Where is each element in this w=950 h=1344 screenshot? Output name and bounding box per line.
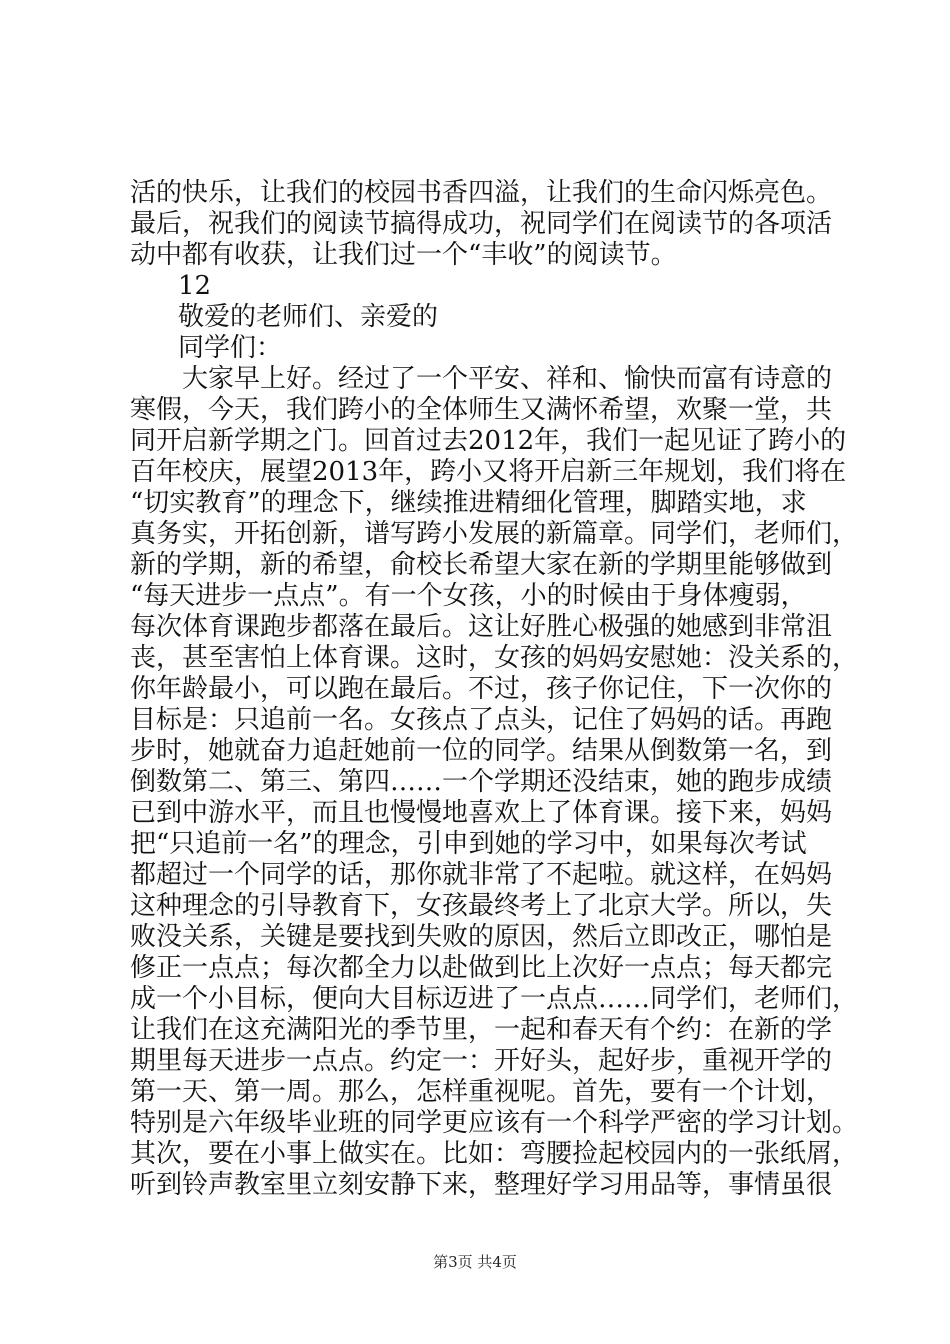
text-line: 成一个小目标，便向大目标迈进了一点点……同学们，老师们， <box>130 984 859 1014</box>
text-line: 真务实，开拓创新，谱写跨小发展的新篇章。同学们，老师们， <box>130 519 859 549</box>
text-line: 步时，她就奋力追赶她前一位的同学。结果从倒数第一名，到 <box>130 736 833 766</box>
text-line: 丧，甚至害怕上体育课。这时，女孩的妈妈安慰她：没关系的， <box>130 643 859 673</box>
text-line: “每天进步一点点”。有一个女孩，小的时候由于身体瘦弱， <box>130 581 807 611</box>
text-line: 已到中游水平，而且也慢慢地喜欢上了体育课。接下来，妈妈 <box>130 798 833 828</box>
text-line: 修正一点点；每次都全力以赴做到比上次好一点点；每天都完 <box>130 953 833 983</box>
paragraph-first-line: 大家早上好。经过了一个平安、祥和、愉快而富有诗意的 <box>182 364 833 394</box>
text-line: 倒数第二、第三、第四……一个学期还没结束，她的跑步成绩 <box>130 767 833 797</box>
text-line: 这种理念的引导教育下，女孩最终考上了北京大学。所以，失 <box>130 891 833 921</box>
text-line: 都超过一个同学的话，那你就非常了不起啦。就这样，在妈妈 <box>130 860 833 890</box>
text-line: “切实教育”的理念下，继续推进精细化管理，脚踏实地，求 <box>130 488 807 518</box>
text-line: 其次，要在小事上做实在。比如：弯腰捡起校园内的一张纸屑， <box>130 1139 859 1169</box>
text-line: 让我们在这充满阳光的季节里，一起和春天有个约：在新的学 <box>130 1015 833 1045</box>
text-line: 第一天、第一周。那么，怎样重视呢。首先，要有一个计划， <box>130 1077 833 1107</box>
text-line: 听到铃声教室里立刻安静下来，整理好学习用品等，事情虽很 <box>130 1170 833 1200</box>
text-line: 你年龄最小，可以跑在最后。不过，孩子你记住，下一次你的 <box>130 674 833 704</box>
salutation-line: 同学们： <box>178 333 283 363</box>
text-line: 每次体育课跑步都落在最后。这让好胜心极强的她感到非常沮 <box>130 612 833 642</box>
section-number: 12 <box>178 271 212 301</box>
text-line: 活的快乐，让我们的校园书香四溢，让我们的生命闪烁亮色。 <box>130 178 833 208</box>
text-line: 期里每天进步一点点。约定一：开好头，起好步，重视开学的 <box>130 1046 833 1076</box>
text-line: 最后，祝我们的阅读节搞得成功，祝同学们在阅读节的各项活 <box>130 209 833 239</box>
text-line: 百年校庆，展望2013年，跨小又将开启新三年规划，我们将在 <box>130 457 847 487</box>
text-line: 动中都有收获，让我们过一个“丰收”的阅读节。 <box>130 240 677 270</box>
text-line: 目标是：只追前一名。女孩点了点头，记住了妈妈的话。再跑 <box>130 705 833 735</box>
text-line: 特别是六年级毕业班的同学更应该有一个科学严密的学习计划。 <box>130 1108 859 1138</box>
page-number-footer: 第3页 共4页 <box>433 1253 517 1271</box>
text-line: 同开启新学期之门。回首过去2012年，我们一起见证了跨小的 <box>130 426 847 456</box>
text-line: 新的学期，新的希望，俞校长希望大家在新的学期里能够做到 <box>130 550 833 580</box>
text-line: 寒假，今天，我们跨小的全体师生又满怀希望，欢聚一堂，共 <box>130 395 833 425</box>
text-line: 把“只追前一名”的理念，引申到她的学习中，如果每次考试 <box>130 829 807 859</box>
text-line: 败没关系，关键是要找到失败的原因，然后立即改正，哪怕是 <box>130 922 833 952</box>
salutation-line: 敬爱的老师们、亲爱的 <box>178 302 439 332</box>
